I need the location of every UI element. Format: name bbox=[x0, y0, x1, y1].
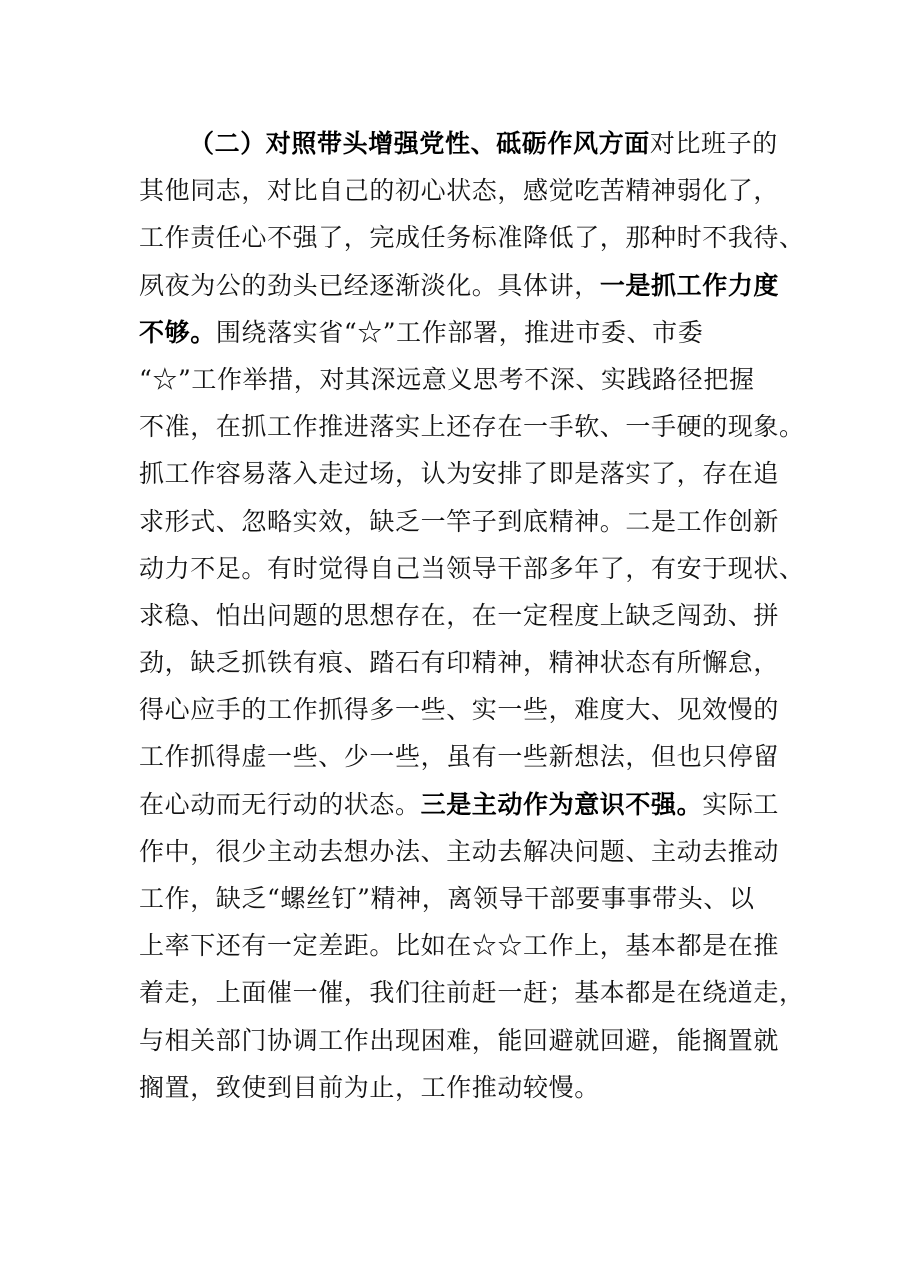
text-line bbox=[139, 1064, 779, 1111]
text-segment: 动力不足。有时觉得自己当领导干部多年了，有安于现状、 bbox=[139, 553, 805, 583]
text-line bbox=[139, 309, 779, 356]
text-segment: 抓工作容易落入走过场，认为安排了即是落实了，存在追 bbox=[139, 459, 780, 489]
text-segment: 不准，在抓工作推进落实上还存在一手软、一手硬的现象。 bbox=[139, 412, 805, 442]
text-segment: 在心动而无行动的状态。 bbox=[139, 789, 421, 819]
bold-text-segment: 一是抓工作力度 bbox=[599, 270, 780, 300]
body-paragraph bbox=[139, 120, 805, 1111]
text-segment: 围绕落实省“☆”工作部署，推进市委、市委 bbox=[215, 317, 704, 347]
text-segment: 工作责任心不强了，完成任务标准降低了，那种时不我待、 bbox=[139, 223, 805, 253]
text-line bbox=[139, 781, 779, 828]
text-segment: 作中，很少主动去想办法、主动去解决问题、主动去推动 bbox=[139, 836, 780, 866]
text-line bbox=[139, 1017, 779, 1064]
text-segment: 夙夜为公的劲头已经逐渐淡化。具体讲， bbox=[139, 270, 600, 300]
text-segment: “☆”工作举措，对其深远意义思考不深、实践路径把握 bbox=[139, 364, 755, 394]
text-segment: 求稳、怕出问题的思想存在，在一定程度上缺乏闯劲、拼 bbox=[139, 600, 780, 630]
text-line bbox=[139, 733, 779, 780]
text-segment: 工作，缺乏“螺丝钉”精神，离领导干部要事事带头、以 bbox=[139, 884, 755, 913]
text-line bbox=[139, 875, 779, 922]
text-line bbox=[139, 403, 805, 450]
text-line bbox=[139, 498, 779, 545]
text-line bbox=[139, 686, 779, 733]
text-line bbox=[139, 545, 805, 592]
text-line bbox=[139, 214, 805, 261]
text-line bbox=[139, 356, 779, 403]
text-segment: 求形式、忽略实效，缺乏一竿子到底精神。二是工作创新 bbox=[139, 506, 780, 536]
text-segment: 劲，缺乏抓铁有痕、踏石有印精神，精神状态有所懈怠， bbox=[139, 648, 780, 678]
bold-text-segment: 不够。 bbox=[139, 317, 216, 347]
text-segment: 与相关部门协调工作出现困难，能回避就回避，能搁置就 bbox=[139, 1025, 780, 1055]
text-segment: 着走，上面催一催，我们往前赶一赶；基本都是在绕道走， bbox=[139, 978, 805, 1008]
text-line bbox=[139, 262, 779, 309]
text-segment: 对比班子的 bbox=[649, 129, 778, 158]
text-line bbox=[139, 120, 779, 167]
text-segment: 搁置，致使到目前为止，工作推动较慢。 bbox=[139, 1072, 600, 1102]
text-segment: 工作抓得虚一些、少一些，虽有一些新想法，但也只停留 bbox=[139, 742, 780, 772]
text-segment: 上率下还有一定差距。比如在☆☆工作上，基本都是在推 bbox=[139, 931, 780, 961]
text-line bbox=[139, 969, 805, 1016]
bold-text-segment: 三是主动作为意识不强。 bbox=[420, 789, 703, 819]
text-line bbox=[139, 922, 779, 969]
text-segment: 实际工 bbox=[702, 789, 780, 819]
text-line bbox=[139, 592, 779, 639]
text-line bbox=[139, 828, 779, 875]
text-segment: 其他同志，对比自己的初心状态，感觉吃苦精神弱化了， bbox=[139, 176, 780, 206]
text-segment: 得心应手的工作抓得多一些、实一些，难度大、见效慢的 bbox=[139, 695, 780, 725]
text-line bbox=[139, 450, 779, 497]
text-line bbox=[139, 167, 779, 214]
bold-text-segment: （二）对照带头增强党性、砥砺作风方面 bbox=[189, 129, 650, 158]
text-line bbox=[139, 639, 779, 686]
